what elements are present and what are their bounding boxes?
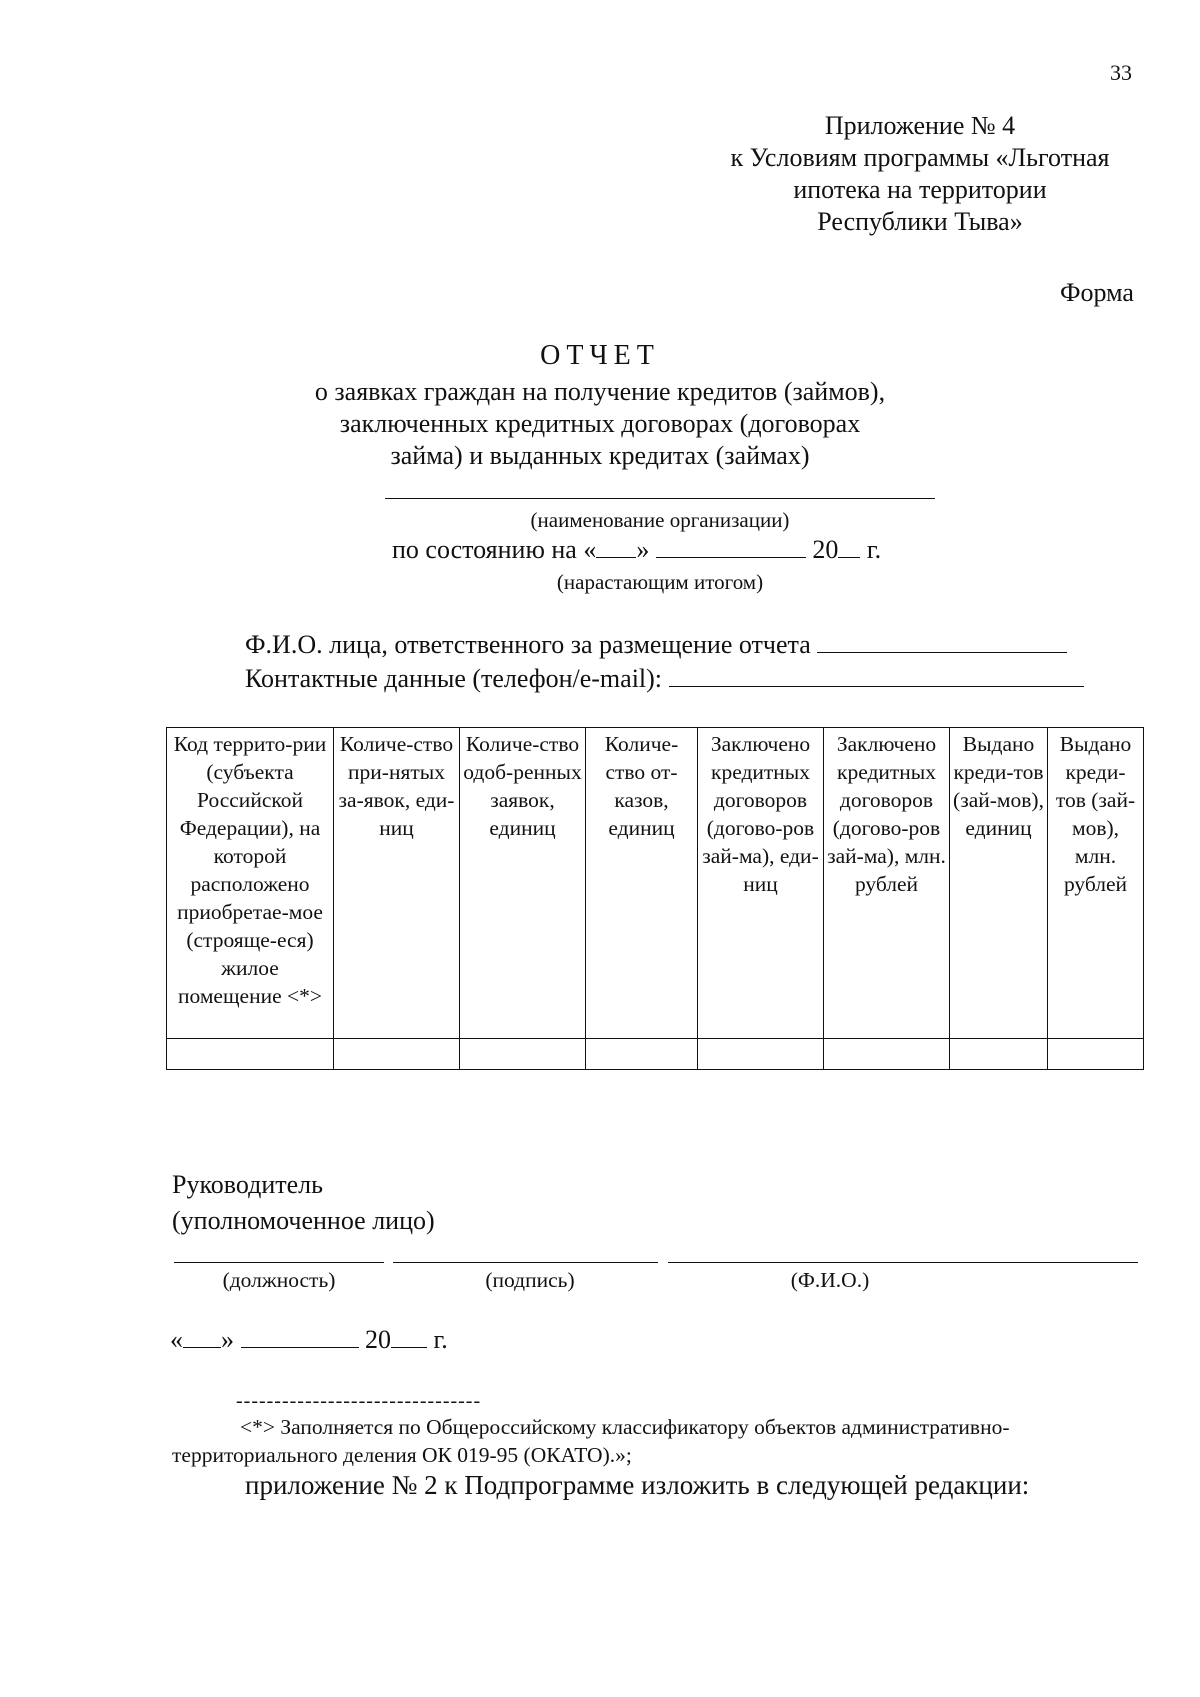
footnote-separator: -------------------------------- xyxy=(236,1390,482,1412)
sign-date-close: » xyxy=(221,1325,234,1354)
full-name-caption: (Ф.И.О.) xyxy=(790,1268,870,1292)
annex-line: Республики Тыва» xyxy=(817,207,1023,236)
header-contracts-count: Заключено кредитных договоров (догово-ров зай-ма), еди-ниц xyxy=(698,728,824,1039)
footnote xyxy=(172,1412,1138,1442)
report-subtitle xyxy=(200,376,1000,472)
annex-line: ипотека на территории xyxy=(793,175,1047,204)
page-number: 33 xyxy=(1110,60,1132,85)
table-cell[interactable] xyxy=(1048,1039,1144,1070)
position-caption: (должность) xyxy=(222,1268,336,1292)
form-label: Форма xyxy=(1060,278,1134,307)
subtitle-line: заключенных кредитных договорах (договорах xyxy=(339,409,861,438)
leader-subtitle: (уполномоченное лицо) xyxy=(172,1206,435,1235)
contacts-label: Контактные данные (телефон/e-mail): xyxy=(245,664,663,693)
table-row xyxy=(167,1039,1144,1070)
cumulative-caption: (нарастающим итогом) xyxy=(556,570,764,594)
organization-field[interactable] xyxy=(385,498,935,499)
contacts-field[interactable] xyxy=(669,664,1084,687)
sign-day-field[interactable] xyxy=(183,1325,221,1348)
leader-title: Руководитель xyxy=(172,1170,323,1199)
report-table xyxy=(166,727,1144,1070)
leader-block xyxy=(172,1167,435,1239)
year-suffix: г. xyxy=(860,535,882,564)
year-field[interactable] xyxy=(838,535,860,558)
table-cell[interactable] xyxy=(167,1039,334,1070)
header-territory-code: Код террито-рии (субъекта Российской Федерации), на которой расположено приобретае-мое (строяще-еся) жилое помещение <*> xyxy=(167,728,334,1039)
position-field[interactable] xyxy=(174,1262,384,1263)
table-cell[interactable] xyxy=(698,1039,824,1070)
date-prefix: по состоянию на « xyxy=(392,535,597,564)
table-cell[interactable] xyxy=(824,1039,950,1070)
header-loans-count: Выдано креди-тов (зай-мов), единиц xyxy=(950,728,1048,1039)
report-date-line xyxy=(392,535,881,565)
signature-field[interactable] xyxy=(393,1262,658,1263)
footnote-continuation: территориального деления ОК 019-95 (ОКАТО).»; xyxy=(172,1443,632,1467)
header-applications-received: Количе-ство при-нятых за-явок, еди-ниц xyxy=(334,728,460,1039)
sign-month-field[interactable] xyxy=(241,1325,359,1348)
signature-caption: (подпись) xyxy=(485,1268,575,1292)
report-title: ОТЧЕТ xyxy=(540,340,660,371)
sign-year-prefix: 20 xyxy=(365,1325,391,1354)
full-name-field[interactable] xyxy=(668,1262,1138,1263)
month-field[interactable] xyxy=(656,535,806,558)
year-prefix: 20 xyxy=(812,535,839,564)
date-quote-close: » xyxy=(636,535,650,564)
header-applications-approved: Количе-ство одоб-ренных заявок, единиц xyxy=(460,728,586,1039)
organization-caption: (наименование организации) xyxy=(530,508,790,532)
day-field[interactable] xyxy=(596,535,636,558)
table-cell[interactable] xyxy=(460,1039,586,1070)
closing-statement: приложение № 2 к Подпрограмме изложить в следующей редакции: xyxy=(245,1470,1030,1500)
table-header-row xyxy=(167,728,1144,1039)
table-cell[interactable] xyxy=(334,1039,460,1070)
responsible-person-row xyxy=(245,630,1067,660)
header-refusals: Количе-ство от-казов, единиц xyxy=(586,728,698,1039)
header-contracts-amount: Заключено кредитных договоров (догово-ров зай-ма), млн. рублей xyxy=(824,728,950,1039)
responsible-field[interactable] xyxy=(817,630,1067,653)
sign-year-field[interactable] xyxy=(391,1325,427,1348)
subtitle-line: займа) и выданных кредитах (займах) xyxy=(390,441,810,470)
annex-line: к Условиям программы «Льготная xyxy=(730,143,1110,172)
contacts-row xyxy=(245,664,1084,694)
subtitle-line: о заявках граждан на получение кредитов (займов), xyxy=(314,377,886,406)
sign-date-open: « xyxy=(170,1325,183,1354)
signature-date-line xyxy=(170,1325,448,1355)
annex-heading xyxy=(690,110,1150,238)
table-cell[interactable] xyxy=(950,1039,1048,1070)
responsible-label: Ф.И.О. лица, ответственного за размещение отчета xyxy=(245,630,811,659)
footnote-text: <*> Заполняется по Общероссийскому классификатору объектов административно- xyxy=(240,1415,1010,1439)
annex-line: Приложение № 4 xyxy=(824,111,1016,140)
sign-year-suffix: г. xyxy=(427,1325,448,1354)
table-cell[interactable] xyxy=(586,1039,698,1070)
header-loans-amount: Выдано креди-тов (зай-мов), млн. рублей xyxy=(1048,728,1144,1039)
